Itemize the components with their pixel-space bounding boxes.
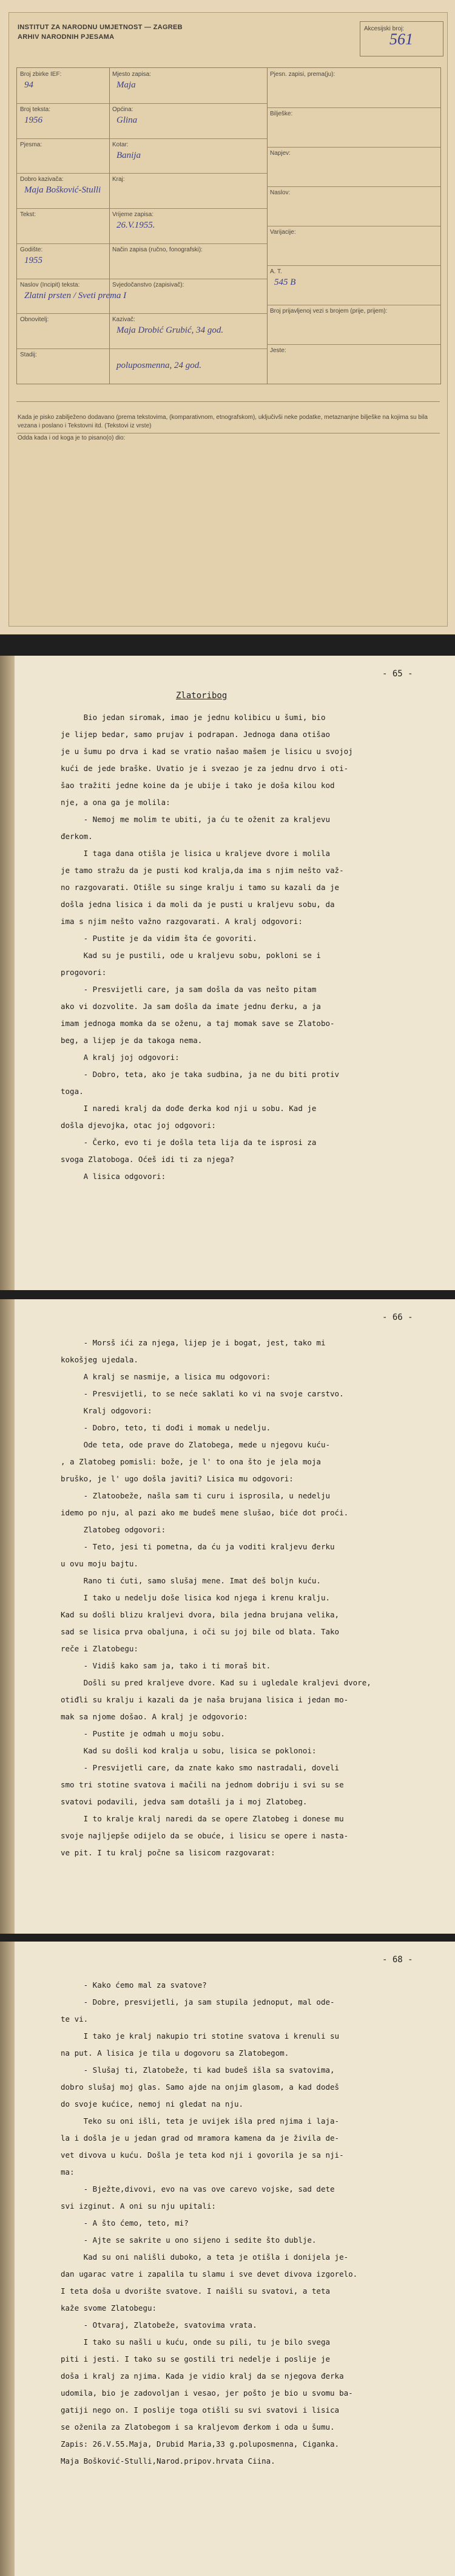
text-line: u ovu moju bajtu. <box>61 1559 138 1568</box>
story-text <box>61 1977 413 2470</box>
field-label: Jeste: <box>270 347 286 354</box>
field-value: 1955 <box>24 255 42 265</box>
text-line: Došli su pred kraljeve dvore. Kad su i ugledale kraljevi dvore, <box>61 1678 371 1687</box>
text-line: otiđli su kralju i kazali da je naša bruјana lisica i jedan mo- <box>61 1695 349 1704</box>
field-label: Bilješke: <box>270 110 293 117</box>
text-line: dobro slušaj moj glas. Samo ajde na onjim glasom, a kad dodeš <box>61 2082 340 2092</box>
text-line: toga. <box>61 1087 84 1096</box>
text-line: - Kako ćemo mal za svatove? <box>61 1980 207 1990</box>
text-line: - Teto, jesi ti pometna, da ću ja voditi kraljevu đerku <box>61 1542 335 1551</box>
page-number: - 65 - <box>382 669 413 679</box>
text-line: vet divova u kuću. Došla je teta kod nji i govorila je sa nji- <box>61 2150 344 2160</box>
institute-name: INSTITUT ZA NARODNU UMJETNOST — ZAGREB <box>18 24 183 31</box>
text-line: - Dobro, teta, ako je taka sudbina, ja ne du biti protiv <box>61 1070 340 1079</box>
text-line: Kad su je pustili, ode u kraljevu sobu, pokloni se i <box>61 951 321 960</box>
text-line: Kad su došli blizu kraljevi dvora, bila jedna bruјana velika, <box>61 1610 340 1619</box>
text-line: ako vi dozvolite. Ja sam došla da imate jednu đerku, a ja <box>61 1002 321 1011</box>
text-line: - Presvijetli care, ja sam došla da vas nešto pitam <box>61 985 317 994</box>
field-label: Kotar: <box>112 141 129 148</box>
field-label: Mjesto zapisa: <box>112 71 151 78</box>
text-line: dan ugarac vatre i zapalila tu slamu i sve devet divova izgorelo. <box>61 2269 358 2279</box>
text-line: kući de jede braške. Uvatio je i svezao je za jednu drvo i oti- <box>61 764 349 773</box>
accession-label: Akcesijski broj: <box>364 25 405 32</box>
field-label: Svjedočanstvo (zapisivač): <box>112 281 184 288</box>
field-label: Broj prijavljenoj vezi s brojem (prije, prijem): <box>270 308 388 314</box>
text-line: Teko su oni išli, teta je uvijek išla pred njima i laja- <box>61 2116 340 2126</box>
card-field-grid <box>16 67 441 384</box>
text-line: A lisica odgovori: <box>61 1172 166 1181</box>
field-label: Pjesma: <box>20 141 42 148</box>
field-label: Kraj: <box>112 176 125 183</box>
text-line: svatovi podavili, jedva sam dotašli ja i moj Zlatobeg. <box>61 1797 308 1806</box>
text-line: Ode teta, ode prave do Zlatobega, mede u njegovu kuću- <box>61 1440 331 1449</box>
text-line: - Presvijetli care, da znate kako smo nastradali, doveli <box>61 1763 340 1772</box>
text-line: - Ajte se sakrite u ono sijeno i sedite što dublje. <box>61 2235 317 2245</box>
field-label: Kazivač: <box>112 316 135 324</box>
text-line: progovori: <box>61 968 107 977</box>
field-value: Banija <box>116 150 141 160</box>
text-line: - Pustite je odmah u moju sobu. <box>61 1729 225 1738</box>
page-number: - 66 - <box>382 1313 413 1322</box>
field-value: Maja Drobić Grubić, 34 god. <box>116 325 224 336</box>
sent-by-label: Odda kada i od koga je to pisano(o) dio: <box>18 435 126 441</box>
text-line: došla jedna lisica i da moli da je pusti u kraljevu sobu, da <box>61 900 335 909</box>
text-line: I teta doša u dvorište svatove. I naišli su svatovi, a teta <box>61 2286 331 2296</box>
text-line: A kralj joj odgovori: <box>61 1053 180 1062</box>
text-line: imam jednoga momka da se oženu, a taj momak save se Zlatobo- <box>61 1019 335 1028</box>
text-line: I to kralje kralj naredi da se opere Zlatobeg i donese mu <box>61 1814 344 1823</box>
text-line: Zlatobeg odgovori: <box>61 1525 166 1534</box>
story-title: Zlatoribog <box>176 691 228 701</box>
page-number: - 68 - <box>382 1955 413 1965</box>
field-value: Zlatni prsten / Sveti prema I <box>24 290 127 301</box>
text-line: gatiji nego on. I poslije toga otišli su svi svatovi i lisica <box>61 2405 340 2415</box>
field-label: Varijacije: <box>270 229 296 236</box>
typed-page-66 <box>0 1299 455 1934</box>
text-line: Rano ti ćuti, samo slušaj mene. Imat deš boljn kuću. <box>61 1576 321 1585</box>
text-line: sad se lisica prva obaljuna, i oči su joj bile od blata. Tako <box>61 1627 340 1636</box>
text-line: I naredi kralj da dođe đerka kod nji u sobu. Kad je <box>61 1104 317 1113</box>
text-line: ve pit. I tu kralj počne sa lisicom razgovarat: <box>61 1848 275 1857</box>
field-label: A. T. <box>270 268 282 275</box>
accession-box <box>360 21 443 56</box>
field-label: Obnovitelj: <box>20 316 49 324</box>
accession-number: 561 <box>389 30 413 48</box>
field-label: Naslov (Incipit) teksta: <box>20 281 80 288</box>
text-line: - Pustite je da vidim šta će govoriti. <box>61 934 257 943</box>
field-label: Stadij: <box>20 352 37 359</box>
field-label: Općina: <box>112 106 133 113</box>
archive-card <box>8 12 448 627</box>
text-line: no razgovarati. Otišle su singe kralju i tamo su kazali da je <box>61 883 340 892</box>
text-line: Kad su oni nališli duboko, a teta je otišla i donijela je- <box>61 2252 349 2262</box>
card-footnote: Kada je pisko zabilježeno dodavano (prema tekstovima, (komparativnom, etnografskom), uključivši neke podatke, metaznanjne bilješke na kojima su bila vezana i poslano i Tekstovni itd. (Tekstovi iz vrste) <box>18 414 428 429</box>
text-line: reče i Zlatobegu: <box>61 1644 138 1653</box>
text-line: Kad su došli kod kralja u sobu, lisica se poklonoi: <box>61 1746 317 1755</box>
text-line: kokošjeg ujedala. <box>61 1355 138 1364</box>
field-label: Način zapisa (ručno, fonografski): <box>112 246 203 253</box>
text-line: je tamo stražu da je pusti kod kralja,da ima s njim nešto važ- <box>61 866 344 875</box>
text-line: do svoje kućice, nemoj ni gledat na nju. <box>61 2099 244 2109</box>
text-line: te vi. <box>61 2014 89 2024</box>
text-line: svoje najljepše odijelo da se obuće, i lisicu se opere i nasta- <box>61 1831 349 1840</box>
text-line: je u šumu po drva i kad se vratio našao mašem je lisicu u svojoj <box>61 747 353 756</box>
field-label: Vrijeme zapisa: <box>112 211 153 219</box>
text-line: se oženila za Zlatobegom i sa kraljevom đerkom i oda u šumu. <box>61 2422 335 2432</box>
text-line: - Nemoj me molim te ubiti, ja ću te oženit za kraljevu <box>61 815 331 824</box>
field-label: Tekst: <box>20 211 36 219</box>
text-line: svi izginut. A oni su nju upitali: <box>61 2201 216 2211</box>
text-line: - Vidiš kako sam ja, tako i ti moraš bit. <box>61 1661 271 1670</box>
text-line: - Otvaraj, Zlatobeže, svatovima vrata. <box>61 2320 257 2330</box>
story-text <box>61 709 413 1185</box>
field-value: 26.V.1955. <box>116 220 155 231</box>
text-line: je lijep bedar, samo prujav i podrapan. Jednoga dana otišao <box>61 730 331 739</box>
text-line: svoga Zlatoboga. Oćeš idi ti za njega? <box>61 1155 234 1164</box>
text-line: ma: <box>61 2167 75 2177</box>
field-label: Naslov: <box>270 189 291 196</box>
text-line: kaže svome Zlatobegu: <box>61 2303 157 2313</box>
text-line: - Bježte,divovi, evo na vas ove carevo vojske, sad dete <box>61 2184 335 2194</box>
text-line: - Presvijetli, to se neće saklati ko vi na svoje carstvo. <box>61 1389 344 1398</box>
story-text <box>61 1334 413 1861</box>
text-line: došla djevojka, otac joj odgovori: <box>61 1121 216 1130</box>
text-line: Zapis: 26.V.55.Maja, Drubid Maria,33 g.poluposmenna, Ciganka. <box>61 2439 340 2449</box>
field-value: 94 <box>24 80 33 90</box>
text-line: - Zlatoobeže, našla sam ti curu i isprosila, u nedelju <box>61 1491 331 1500</box>
text-line: - Dobre, presvijetli, ja sam stupila jednoput, mal ode- <box>61 1997 335 2007</box>
field-value: 545 B <box>274 277 296 287</box>
typed-page-68 <box>0 1942 455 2576</box>
text-line: Kralj odgovori: <box>61 1406 152 1415</box>
text-line: , a Zlatobeg pomisli: bože, je l' to ona što je jela moja <box>61 1457 321 1466</box>
text-line: - Dobro, teto, ti dođi i momak u nedelju. <box>61 1423 271 1432</box>
text-line: I tako u nedelju doše lisica kod njega i krenu kralju. <box>61 1593 331 1602</box>
field-value: Maja <box>116 80 136 90</box>
text-line: šao tražiti jedne koine da je ubije i tako je doša kilou kod <box>61 781 335 790</box>
text-line: đerkom. <box>61 832 93 841</box>
field-label: Broj teksta: <box>20 106 51 113</box>
text-line: mak sa njome došao. A kralj je odgovorio: <box>61 1712 248 1721</box>
field-label: Pjesn. zapisi, prema(ju): <box>270 71 335 78</box>
text-line: ima s njim nešto važno razgovarati. A kralj odgovori: <box>61 917 303 926</box>
archive-name: ARHIV NARODNIH PJESAMA <box>18 33 115 41</box>
text-line: - Slušaj ti, Zlatobeže, ti kad budeš išla sa svatovima, <box>61 2065 335 2075</box>
archive-card-page <box>0 0 455 634</box>
text-line: bruško, je l' ugo došla javiti? Lisica mu odgovori: <box>61 1474 294 1483</box>
text-line: doša i kralj za njima. Kada je vidio kralj da se njegova đerka <box>61 2371 344 2381</box>
field-label: Godište: <box>20 246 43 253</box>
text-line: piti i jesti. I tako su se gostili tri nedelje i poslije je <box>61 2354 331 2364</box>
field-label: Dobro kazivača: <box>20 176 64 183</box>
field-value: 1956 <box>24 115 42 125</box>
field-value: Maja Bošković-Stulli <box>24 185 101 195</box>
text-line: idemo po nju, al pazi ako me budeš mene slušao, biće dot proći. <box>61 1508 349 1517</box>
text-line: nje, a ona ga je molila: <box>61 798 170 807</box>
text-line: udomila, bio je zadovoljan i vesao, jer pošto je bio u svomu ba- <box>61 2388 353 2398</box>
typed-page-65 <box>0 656 455 1290</box>
field-value: poluposmenna, 24 god. <box>116 361 201 371</box>
text-line: - A što ćemo, teto, mi? <box>61 2218 189 2228</box>
text-line: A kralj se nasmije, a lisica mu odgovori: <box>61 1372 271 1381</box>
text-line: - Čerko, evo ti je došla teta lija da te isprosi za <box>61 1138 317 1147</box>
text-line: la i došla je u jedan grad od mramora kamena da je živila de- <box>61 2133 340 2143</box>
text-line: Maja Bošković-Stulli,Narod.pripov.hrvata Ciina. <box>61 2456 275 2466</box>
text-line: I tako su našli u kuću, onde su pili, tu je bilo svega <box>61 2337 331 2347</box>
text-line: - Morsš ići za njega, lijep je i bogat, jest, tako mi <box>61 1338 326 1347</box>
field-label: Broj zbirke IEF: <box>20 71 62 78</box>
text-line: I tako je kralj nakupio tri stotine svatova i krenuli su <box>61 2031 340 2041</box>
text-line: smo tri stotine svatova i mačili na jednom dobriju i svi su se <box>61 1780 344 1789</box>
text-line: I taga dana otišla je lisica u kraljeve dvore i molila <box>61 849 331 858</box>
text-line: beg, a lijep je da takoga nema. <box>61 1036 203 1045</box>
field-value: Glina <box>116 115 138 125</box>
text-line: Bio jedan siromak, imao je jednu kolibicu u šumi, bio <box>61 713 326 722</box>
field-label: Napjev: <box>270 150 291 157</box>
text-line: na put. A lisica je tila u dogovoru sa Zlatobegom. <box>61 2048 289 2058</box>
